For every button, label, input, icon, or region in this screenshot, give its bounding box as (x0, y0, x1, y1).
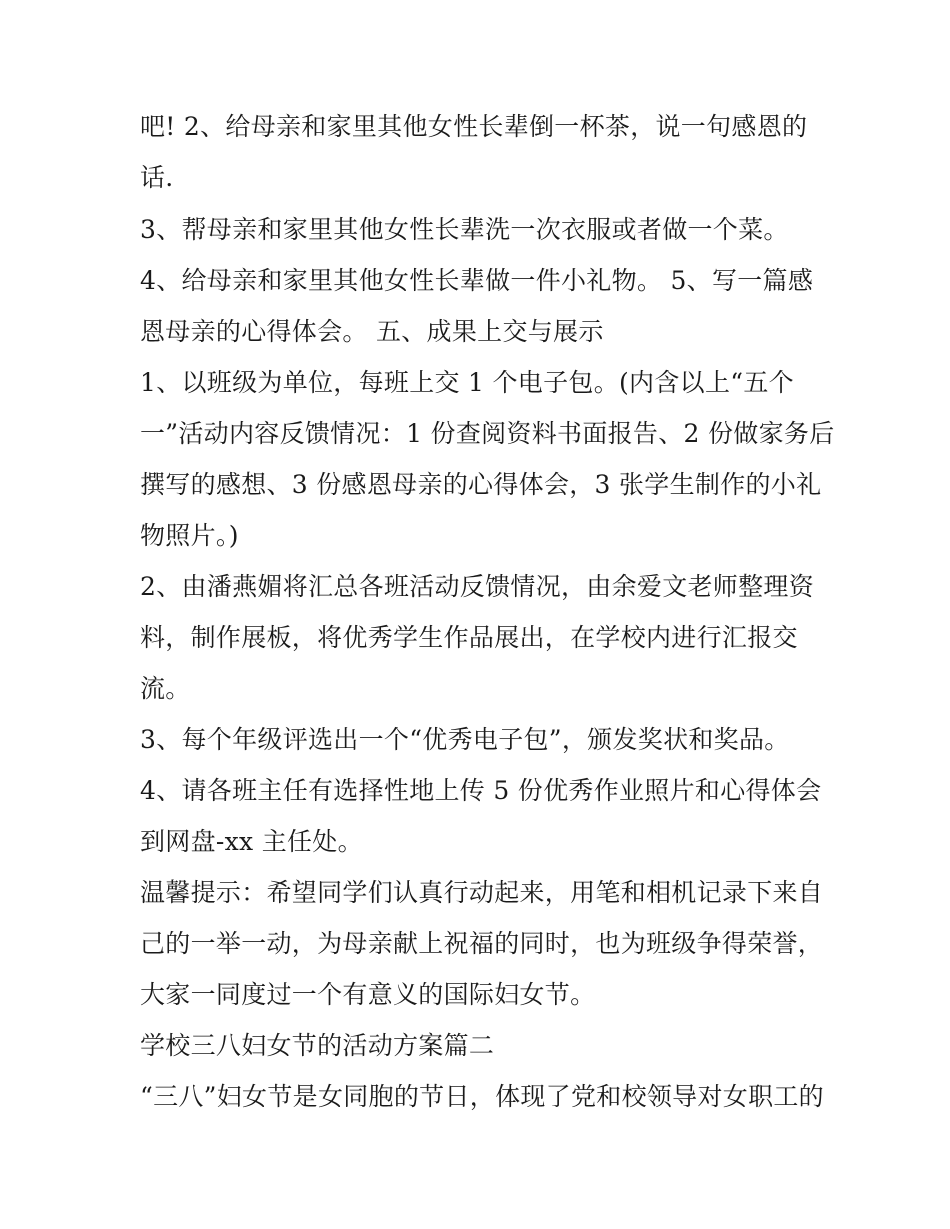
text-line: 己的一举一动，为母亲献上祝福的同时，也为班级争得荣誉， (140, 929, 824, 958)
text-line: 流。 (140, 674, 191, 703)
text-line: 4、请各班主任有选择性地上传 5 份优秀作业照片和心得体会 (140, 776, 822, 805)
section-heading: 学校三八妇女节的活动方案篇二 (140, 1031, 495, 1060)
text-line: 恩母亲的心得体会。 五、成果上交与展示 (140, 317, 604, 346)
text-line: 一”活动内容反馈情况：1 份查阅资料书面报告、2 份做家务后 (140, 419, 835, 448)
text-line: 大家一同度过一个有意义的国际妇女节。 (140, 980, 596, 1009)
text-line: “三八”妇女节是女同胞的节日，体现了党和校领导对女职工的 (140, 1082, 824, 1111)
text-line: 到网盘-xx 主任处。 (140, 827, 363, 856)
text-line: 2、由潘燕媚将汇总各班活动反馈情况，由余爱文老师整理资 (140, 572, 815, 601)
text-line: 话. (140, 163, 174, 192)
text-line: 吧! 2、给母亲和家里其他女性长辈倒一杯茶，说一句感恩的 (140, 112, 808, 141)
text-line: 3、帮母亲和家里其他女性长辈洗一次衣服或者做一个菜。 (140, 215, 789, 244)
text-line: 温馨提示：希望同学们认真行动起来，用笔和相机记录下来自 (140, 878, 824, 907)
text-line: 1、以班级为单位，每班上交 1 个电子包。(内含以上“五个 (140, 368, 794, 397)
text-line: 物照片。) (140, 521, 239, 550)
text-line: 撰写的感想、3 份感恩母亲的心得体会，3 张学生制作的小礼 (140, 470, 822, 499)
text-line: 料，制作展板，将优秀学生作品展出，在学校内进行汇报交 (140, 623, 798, 652)
text-line: 4、给母亲和家里其他女性长辈做一件小礼物。 5、写一篇感 (140, 266, 814, 295)
text-line: 3、每个年级评选出一个“优秀电子包”，颁发奖状和奖品。 (140, 725, 790, 754)
